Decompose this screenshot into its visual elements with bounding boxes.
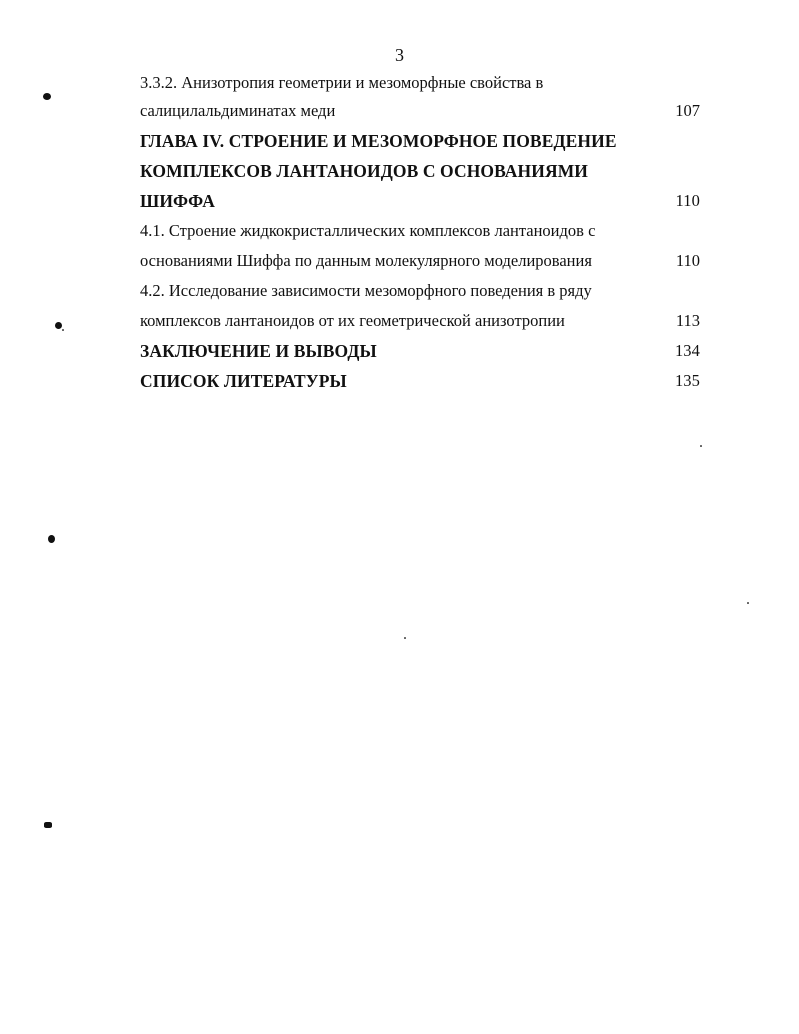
page-number: 3 [395, 45, 404, 65]
toc-entry-text: 4.1. Строение жидкокристаллических комплексов лантаноидов с [140, 221, 596, 240]
toc-chapter-text: КОМПЛЕКСОВ ЛАНТАНОИДОВ С ОСНОВАНИЯМИ [140, 161, 589, 181]
toc-entry-page: 107 [675, 101, 700, 120]
toc-chapter-text: ЗАКЛЮЧЕНИЕ И ВЫВОДЫ [140, 341, 377, 361]
scan-speck [55, 322, 62, 329]
toc-entry-text: 3.3.2. Анизотропия геометрии и мезоморфные свойства в [140, 73, 544, 92]
toc-entry-text: комплексов лантаноидов от их геометрической анизотропии [140, 311, 565, 330]
toc-chapter-text: СПИСОК ЛИТЕРАТУРЫ [140, 371, 347, 391]
scan-dot [62, 329, 64, 331]
scan-speck [43, 93, 51, 100]
scan-speck [48, 535, 55, 543]
toc-entry-text: салицилальдиминатах меди [140, 101, 336, 120]
scan-dot [404, 637, 406, 639]
toc-entry-page: 135 [674, 371, 700, 390]
toc-entry-page: 134 [674, 341, 700, 360]
toc-entry-page: 110 [675, 191, 700, 210]
toc-entry-text: 4.2. Исследование зависимости мезоморфного поведения в ряду [140, 281, 592, 300]
scan-speck [44, 822, 52, 828]
scan-dot [747, 602, 749, 604]
toc-entry-page: 110 [675, 251, 700, 270]
toc-chapter-text: ШИФФА [140, 191, 215, 211]
scan-dot [700, 445, 702, 447]
toc-chapter-text: ГЛАВА IV. СТРОЕНИЕ И МЕЗОМОРФНОЕ ПОВЕДЕНИЕ [140, 131, 617, 151]
toc-entry-page: 113 [675, 311, 700, 330]
toc-entry-text: основаниями Шиффа по данным молекулярного моделирования [140, 251, 592, 270]
